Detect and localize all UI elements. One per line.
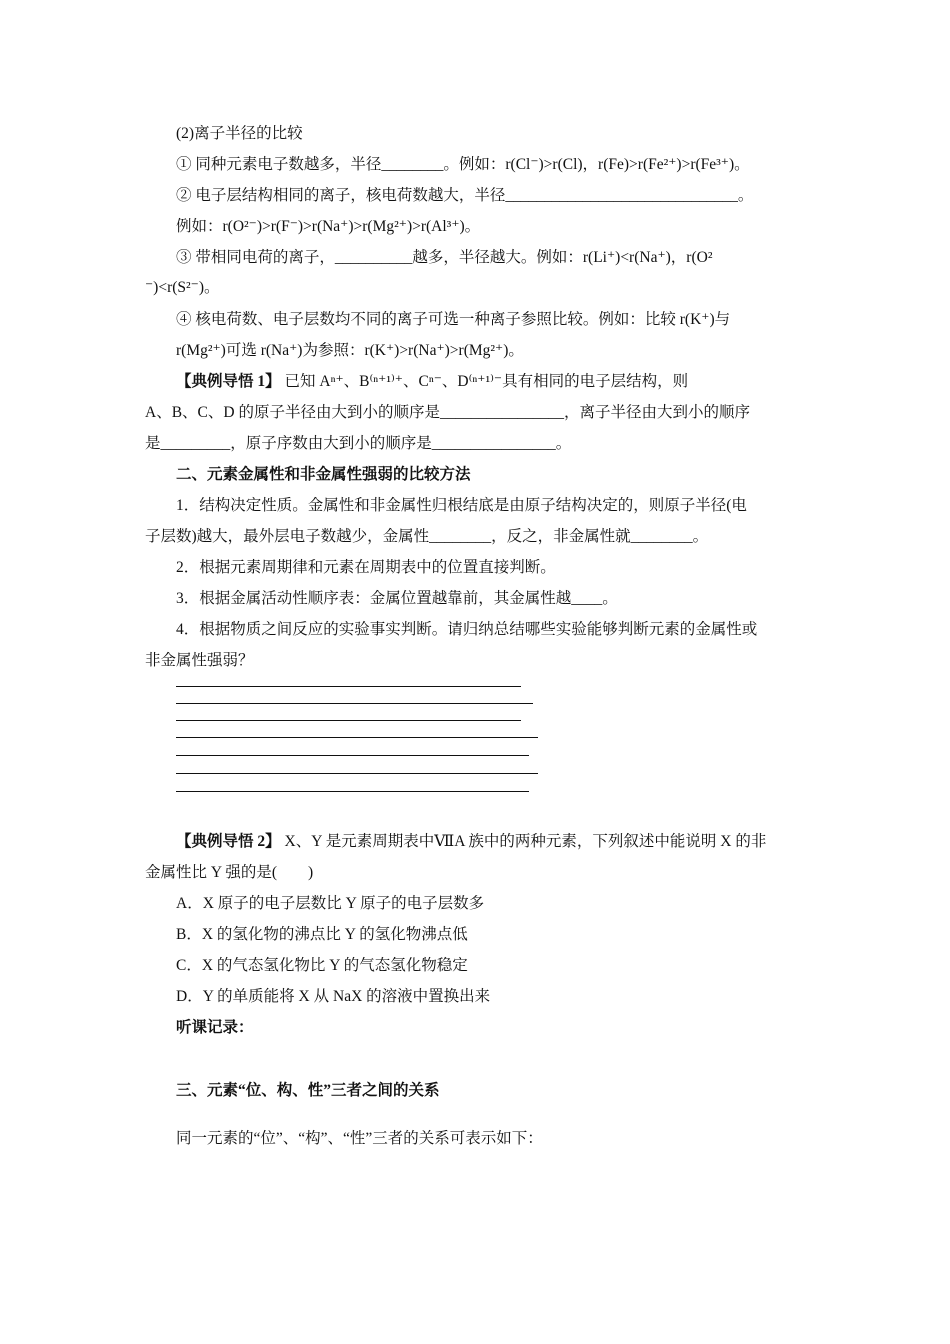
example-2-line-2: 金属性比 Y 强的是( ) (145, 864, 314, 881)
answer-rule[interactable] (176, 755, 529, 756)
example-1-text: 已知 Aⁿ⁺、B⁽ⁿ⁺¹⁾⁺、Cⁿ⁻、D⁽ⁿ⁺¹⁾⁻具有相同的电子层结构，则 (284, 373, 689, 390)
section-3-heading: 三、元素“位、构、性”三者之间的关系 (176, 1082, 440, 1099)
ion-radius-rule-1: ① 同种元素电子数越多，半径________。例如：r(Cl⁻)>r(Cl)，r(Fe)>r(Fe²⁺)>r(Fe³⁺)。 (176, 156, 750, 173)
example-1-line-3: 是_________，原子序数由大到小的顺序是________________。 (145, 435, 572, 452)
answer-rule[interactable] (176, 791, 529, 792)
section-2-item-3: 3．根据金属活动性顺序表：金属位置越靠前，其金属性越____。 (176, 590, 618, 607)
ion-radius-rule-2-example: 例如：r(O²⁻)>r(F⁻)>r(Na⁺)>r(Mg²⁺)>r(Al³⁺)。 (176, 218, 481, 235)
ion-radius-rule-2: ② 电子层结构相同的离子，核电荷数越大，半径______________________________。 (176, 187, 754, 204)
option-c[interactable]: C．X 的气态氢化物比 Y 的气态氢化物稳定 (176, 957, 468, 974)
section-2-heading: 二、元素金属性和非金属性强弱的比较方法 (176, 466, 471, 483)
option-d[interactable]: D．Y 的单质能将 X 从 NaX 的溶液中置换出来 (176, 988, 491, 1005)
example-2-line-1 (176, 832, 766, 852)
section-2-item-4-line-1: 4．根据物质之间反应的实验事实判断。请归纳总结哪些实验能够判断元素的金属性或 (176, 621, 758, 638)
section-2-item-4-line-2: 非金属性强弱？ (145, 652, 254, 669)
ion-radius-rule-3-line-2: ⁻)<r(S²⁻)。 (145, 279, 220, 296)
answer-rule[interactable] (176, 686, 521, 687)
section-2-item-1-line-2: 子层数)越大，最外层电子数越少，金属性________，反之，非金属性就________。 (145, 528, 709, 545)
answer-rule[interactable] (176, 703, 533, 704)
example-1-line-2: A、B、C、D 的原子半径由大到小的顺序是________________，离子半径由大到小的顺序 (145, 404, 750, 421)
section-3-intro: 同一元素的“位”、“构”、“性”三者的关系可表示如下： (176, 1130, 543, 1147)
answer-rule[interactable] (176, 773, 538, 774)
section-2-item-1-line-1: 1．结构决定性质。金属性和非金属性归根结底是由原子结构决定的，则原子半径(电 (176, 497, 747, 514)
section-2-item-2: 2．根据元素周期律和元素在周期表中的位置直接判断。 (176, 559, 556, 576)
option-a[interactable]: A．X 原子的电子层数比 Y 原子的电子层数多 (176, 895, 485, 912)
ion-radius-rule-3-line-1: ③ 带相同电荷的离子，__________越多，半径越大。例如：r(Li⁺)<r(Na⁺)，r(O² (176, 249, 713, 266)
answer-rule[interactable] (176, 720, 521, 721)
option-b[interactable]: B．X 的氢化物的沸点比 Y 的氢化物沸点低 (176, 926, 468, 943)
example-2-tag: 【典例导悟 2】 (176, 833, 281, 850)
ion-radius-rule-4-line-2: r(Mg²⁺)可选 r(Na⁺)为参照：r(K⁺)>r(Na⁺)>r(Mg²⁺)。 (176, 342, 524, 359)
answer-rule[interactable] (176, 737, 538, 738)
example-1-tag: 【典例导悟 1】 (176, 373, 281, 390)
ion-radius-heading: (2)离子半径的比较 (176, 125, 303, 142)
ion-radius-rule-4-line-1: ④ 核电荷数、电子层数均不同的离子可选一种离子参照比较。例如：比较 r(K⁺)与 (176, 311, 731, 328)
example-2-text: X、Y 是元素周期表中ⅦA 族中的两种元素，下列叙述中能说明 X 的非 (284, 833, 767, 850)
notes-label: 听课记录： (176, 1019, 254, 1036)
example-1-line-1 (176, 372, 688, 392)
